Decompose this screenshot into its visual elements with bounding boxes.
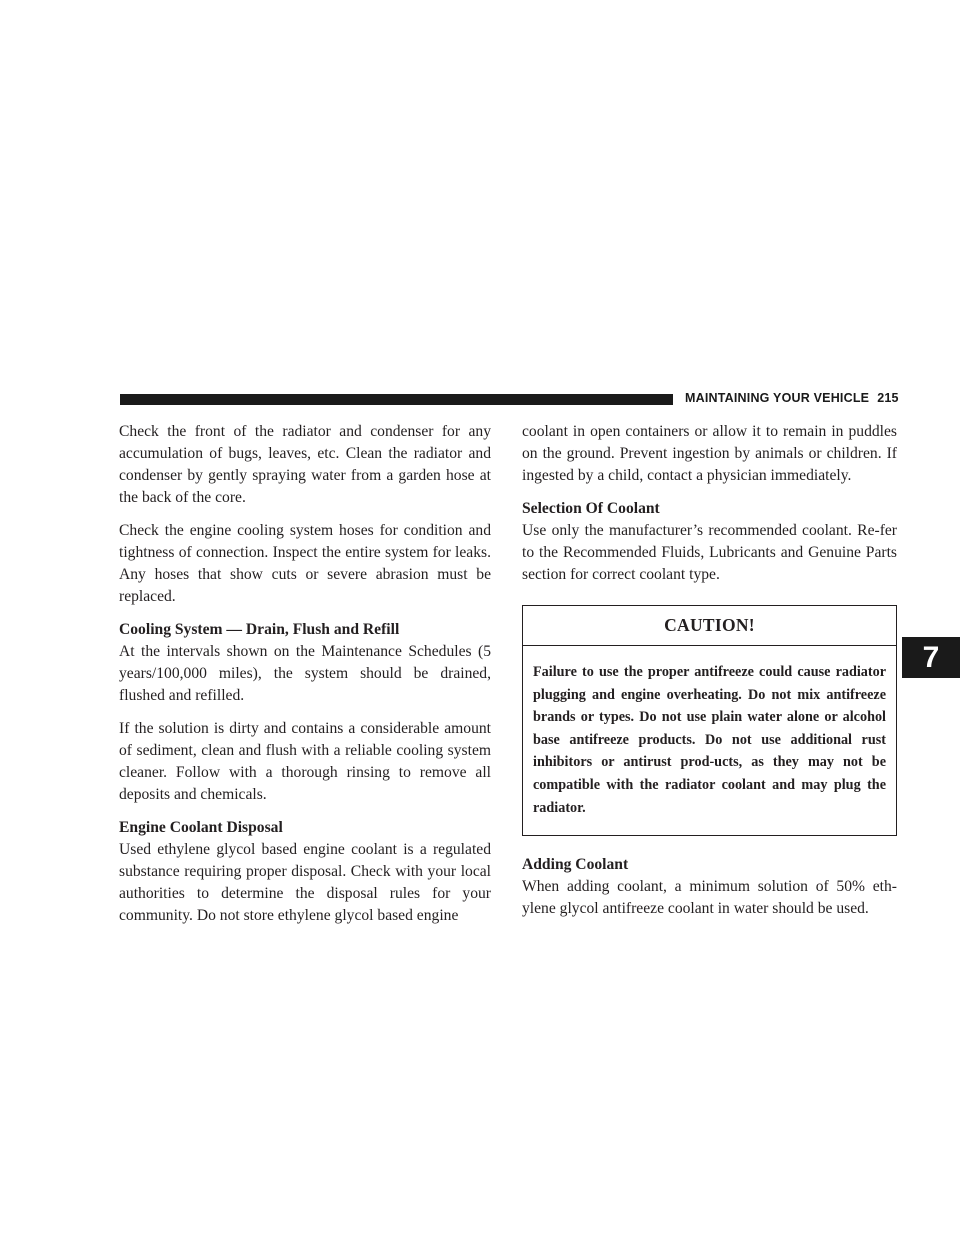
section-heading: Selection Of Coolant <box>522 500 660 517</box>
paragraph: Check the engine cooling system hoses for condition and tightness of connection. Inspect the entire system for leaks. Any hoses that show cuts or severe abrasion must be replaced. <box>119 522 491 605</box>
paragraph: When adding coolant, a minimum solution of 50% eth-ylene glycol antifreeze coolant in water should be used. <box>522 878 897 918</box>
running-header <box>685 391 899 405</box>
caution-box <box>522 605 897 836</box>
section-heading: Adding Coolant <box>522 856 629 874</box>
chapter-tab: 7 <box>902 637 960 678</box>
section-heading: Engine Coolant Disposal <box>119 819 283 836</box>
caution-text: Failure to use the proper antifreeze could cause radiator plugging and engine overheating. Do not mix antifreeze brands or types. Do not use plain water alone or alcohol base antifreeze products. Do not use additional rust inhibitors or antirust prod-ucts, as they may not be compatible with the radiator coolant and may plug the radiator. <box>533 664 886 816</box>
right-column <box>522 421 897 931</box>
paragraph: Check the front of the radiator and condenser for any accumulation of bugs, leaves, etc. Clean the radiator and condenser by gently spraying water from a garden hose at the back of the core. <box>119 423 491 506</box>
section-heading: Cooling System — Drain, Flush and Refill <box>119 621 400 638</box>
paragraph: If the solution is dirty and contains a considerable amount of sediment, clean and flush with a reliable cooling system cleaner. Follow with a thorough rinsing to remove all deposits and chemicals. <box>119 720 491 803</box>
header-rule <box>120 394 673 405</box>
paragraph: At the intervals shown on the Maintenance Schedules (5 years/100,000 miles), the system should be drained, flushed and refilled. <box>119 643 491 704</box>
paragraph: coolant in open containers or allow it to remain in puddles on the ground. Prevent ingestion by animals or children. If ingested by a child, contact a physician immediately. <box>522 423 897 484</box>
paragraph: Use only the manufacturer’s recommended coolant. Re-fer to the Recommended Fluids, Lubricants and Genuine Parts section for correct coolant type. <box>522 522 897 583</box>
left-column <box>119 421 491 938</box>
caution-title: CAUTION! <box>523 606 896 646</box>
page-number: 215 <box>877 391 899 405</box>
paragraph: Used ethylene glycol based engine coolant is a regulated substance requiring proper disposal. Check with your local authorities to determine the disposal rules for your community. Do not store ethylene glycol based engine <box>119 841 491 924</box>
section-title: MAINTAINING YOUR VEHICLE <box>685 391 870 405</box>
